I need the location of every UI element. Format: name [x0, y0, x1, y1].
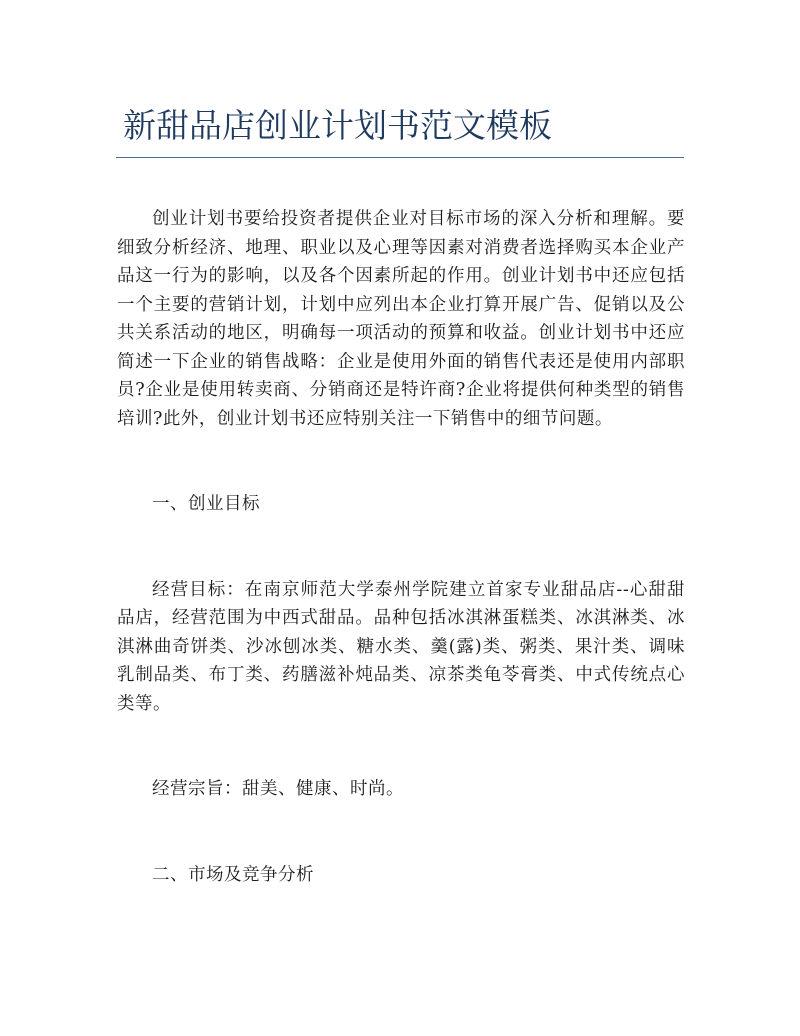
- business-goal-paragraph: 经营目标：在南京师范大学泰州学院建立首家专业甜品店--心甜甜品店，经营范围为中西式甜品。品种包括冰淇淋蛋糕类、冰淇淋类、冰淇淋曲奇饼类、沙冰刨冰类、糖水类、羹(露)类、粥类、果汁类、调味乳制品类、布丁类、药膳滋补炖品类、凉茶类龟苓膏类、中式传统点心类等。: [117, 579, 685, 714]
- title-divider: [116, 157, 684, 158]
- section-heading-goals: 一、创业目标: [152, 494, 260, 514]
- section-heading-market: 二、市场及竞争分析: [152, 864, 314, 885]
- document-body: [117, 205, 685, 889]
- page-title: 新甜品店创业计划书范文模板: [123, 106, 552, 145]
- intro-paragraph: 创业计划书要给投资者提供企业对目标市场的深入分析和理解。要细致分析经济、地理、职业以及心理等因素对消费者选择购买本企业产品这一行为的影响，以及各个因素所起的作用。创业计划书中还应包括一个主要的营销计划，计划中应列出本企业打算开展广告、促销以及公共关系活动的地区，明确每一项活动的预算和收益。创业计划书中还应简述一下企业的销售战略：企业是使用外面的销售代表还是使用内部职员?企业是使用转卖商、分销商还是特许商?企业将提供何种类型的销售培训?此外，创业计划书还应特别关注一下销售中的细节问题。: [117, 209, 685, 429]
- business-purpose-paragraph: 经营宗旨：甜美、健康、时尚。: [152, 779, 404, 799]
